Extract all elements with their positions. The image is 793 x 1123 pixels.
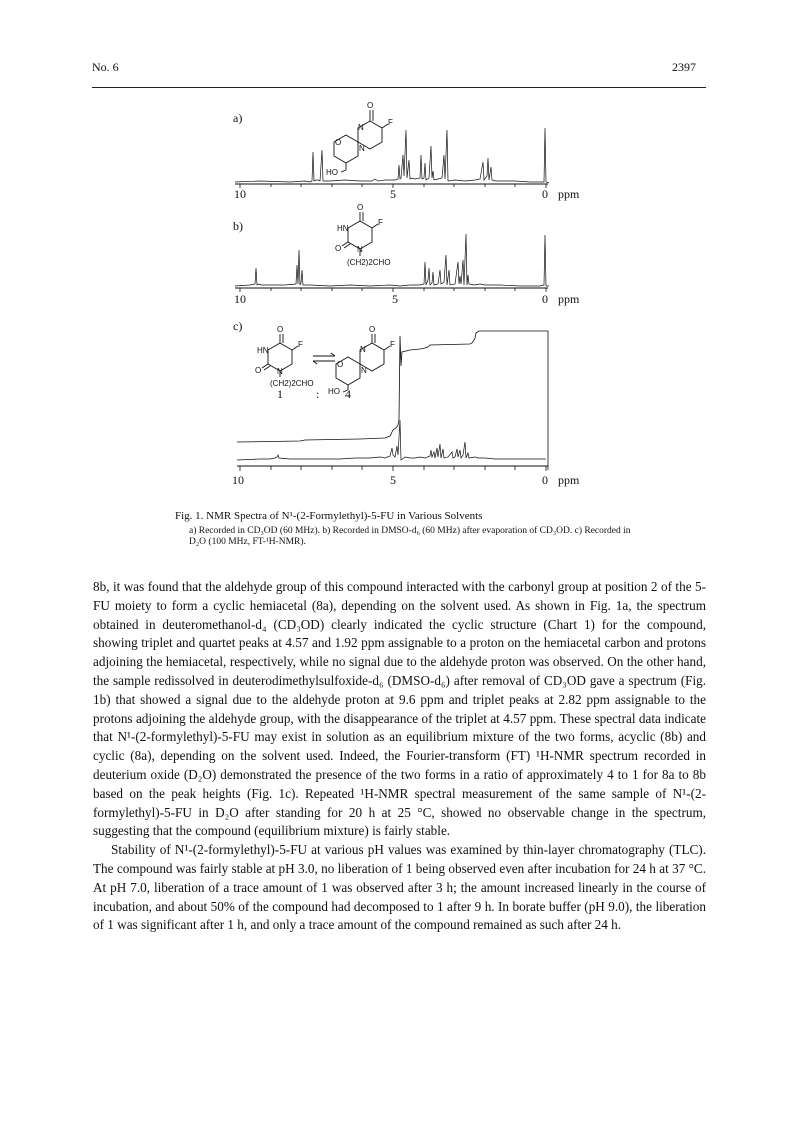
atom-label: O bbox=[337, 360, 344, 369]
atom-label: O bbox=[277, 325, 284, 334]
atom-label: O bbox=[335, 138, 342, 147]
tick-label-10-a: 10 bbox=[234, 187, 246, 201]
structure-acyclic-form bbox=[255, 325, 314, 388]
spectrum-trace-b bbox=[235, 234, 549, 286]
figure-caption bbox=[175, 510, 645, 548]
ratio-colon: : bbox=[316, 387, 320, 401]
atom-label: N bbox=[360, 345, 366, 354]
paragraph: 8b, it was found that the aldehyde group of this compound interacted with the carbonyl group at position 2 of the 5-FU moiety to form a cyclic hemiacetal (8a), depending on the solvent used. As shown in Fig. 1a, the spectrum obtained in deuteromethanol-d₄ (CD₃OD) clearly indicated the cyclic structure (Chart 1) for the compound, showing triplet and quartet peaks at 4.57 and 1.92 ppm assignable to a proton on the hemiacetal carbon and protons adjoining the hemiacetal, respectively, while no signal due to the aldehyde proton was observed. On the other hand, the sample redissolved in deuterodimethylsulfoxide-d₆ (DMSO-d₆) after removal of CD₃OD gave a spectrum (Fig. 1b) that showed a signal due to the aldehyde proton at 9.6 ppm and triplet peaks at 2.82 ppm assignable to the protons adjoining the aldehyde group, with the disappearance of the triplet at 4.57 ppm. These spectral data indicate that N¹-(2-formylethyl)-5-FU may exist in solution as an equilibrium mixture of the two forms, acyclic (8b) and cyclic (8a), depending on the solvent used. Indeed, the Fourier-transform (FT) ¹H-NMR spectrum recorded in deuterium oxide (D₂O) demonstrated the presence of the two forms in a ratio of approximately 4 to 1 for 8a to 8b based on the peak heights (Fig. 1c). Repeated ¹H-NMR spectral measurement of the same sample of N¹-(2-formylethyl)-5-FU in D₂O after standing for 20 h at 25 °C, showed no observable change in the spectrum, suggesting that the compound (equilibrium mixture) is fairly stable. bbox=[93, 579, 706, 839]
atom-label: O bbox=[369, 325, 376, 334]
atom-label: N bbox=[277, 367, 283, 376]
spectrum-panel-b bbox=[233, 203, 580, 306]
atom-label: O bbox=[255, 366, 262, 375]
tick-label-5-b: 5 bbox=[392, 292, 398, 306]
spectrum-trace-c bbox=[237, 420, 546, 460]
structure-acyclic-aldehyde bbox=[335, 203, 391, 267]
atom-label: F bbox=[390, 340, 395, 349]
panel-label-c: c) bbox=[233, 319, 243, 333]
caption-note: a) Recorded in CD₃OD (60 MHz). b) Recorded in DMSO-d₆ (60 MHz) after evaporation of CD₃OD. c) Recorded in D₂O (100 MHz, FT-¹H-NMR). bbox=[189, 526, 631, 547]
atom-label: F bbox=[388, 118, 393, 127]
ratio-cyclic: 4 bbox=[345, 387, 351, 401]
panel-label-b: b) bbox=[233, 219, 243, 233]
unit-label-a: ppm bbox=[558, 187, 580, 201]
atom-label: N bbox=[361, 366, 367, 375]
panel-label-a: a) bbox=[233, 111, 243, 125]
tick-label-10-b: 10 bbox=[234, 292, 246, 306]
spectrum-panel-a bbox=[233, 101, 580, 201]
journal-issue: No. 6 bbox=[92, 60, 119, 74]
structure-cyclic-hemiacetal bbox=[326, 101, 393, 177]
atom-label: O bbox=[357, 203, 364, 212]
atom-label: HN bbox=[337, 224, 349, 233]
tick-label-10-c: 10 bbox=[232, 473, 244, 487]
structure-cyclic-form bbox=[328, 325, 395, 396]
equilibrium-arrows bbox=[313, 353, 335, 364]
atom-label: N bbox=[357, 245, 363, 254]
spectrum-trace-a bbox=[235, 128, 549, 183]
tick-label-5-c: 5 bbox=[390, 473, 396, 487]
atom-label: HO bbox=[328, 387, 340, 396]
tick-label-0-c: 0 bbox=[542, 473, 548, 487]
atom-label: (CH2)2CHO bbox=[347, 258, 391, 267]
nmr-figure bbox=[0, 0, 793, 505]
atom-label: HO bbox=[326, 168, 338, 177]
caption-title: Fig. 1. NMR Spectra of N¹-(2-Formylethyl)-5-FU in Various Solvents bbox=[175, 510, 483, 522]
atom-label: N bbox=[358, 123, 364, 132]
unit-label-b: ppm bbox=[558, 292, 580, 306]
body-text bbox=[93, 578, 706, 935]
atom-label: N bbox=[359, 144, 365, 153]
tick-label-5-a: 5 bbox=[390, 187, 396, 201]
axis-ticks-c bbox=[240, 466, 546, 471]
atom-label: O bbox=[335, 244, 342, 253]
atom-label: (CH2)2CHO bbox=[270, 379, 314, 388]
unit-label-c: ppm bbox=[558, 473, 580, 487]
paragraph: Stability of N¹-(2-formylethyl)-5-FU at various pH values was examined by thin-layer chromatography (TLC). The compound was fairly stable at pH 3.0, no liberation of 1 being observed even after incubation for 24 h at 37 °C. At pH 7.0, liberation of a trace amount of 1 was observed after 3 h; the amount increased linearly in the course of incubation, and about 50% of the compound had decomposed to 1 after 9 h. In borate buffer (pH 9.0), the liberation of 1 was significant after 1 h, and only a trace amount of the compound remained as such after 24 h. bbox=[93, 842, 706, 933]
tick-label-0-a: 0 bbox=[542, 187, 548, 201]
tick-label-0-b: 0 bbox=[542, 292, 548, 306]
atom-label: HN bbox=[257, 346, 269, 355]
atom-label: O bbox=[367, 101, 374, 110]
ratio-acyclic: 1 bbox=[277, 387, 283, 401]
atom-label: F bbox=[298, 340, 303, 349]
spectrum-panel-c bbox=[232, 319, 580, 487]
page-number: 2397 bbox=[672, 60, 696, 74]
atom-label: F bbox=[378, 218, 383, 227]
